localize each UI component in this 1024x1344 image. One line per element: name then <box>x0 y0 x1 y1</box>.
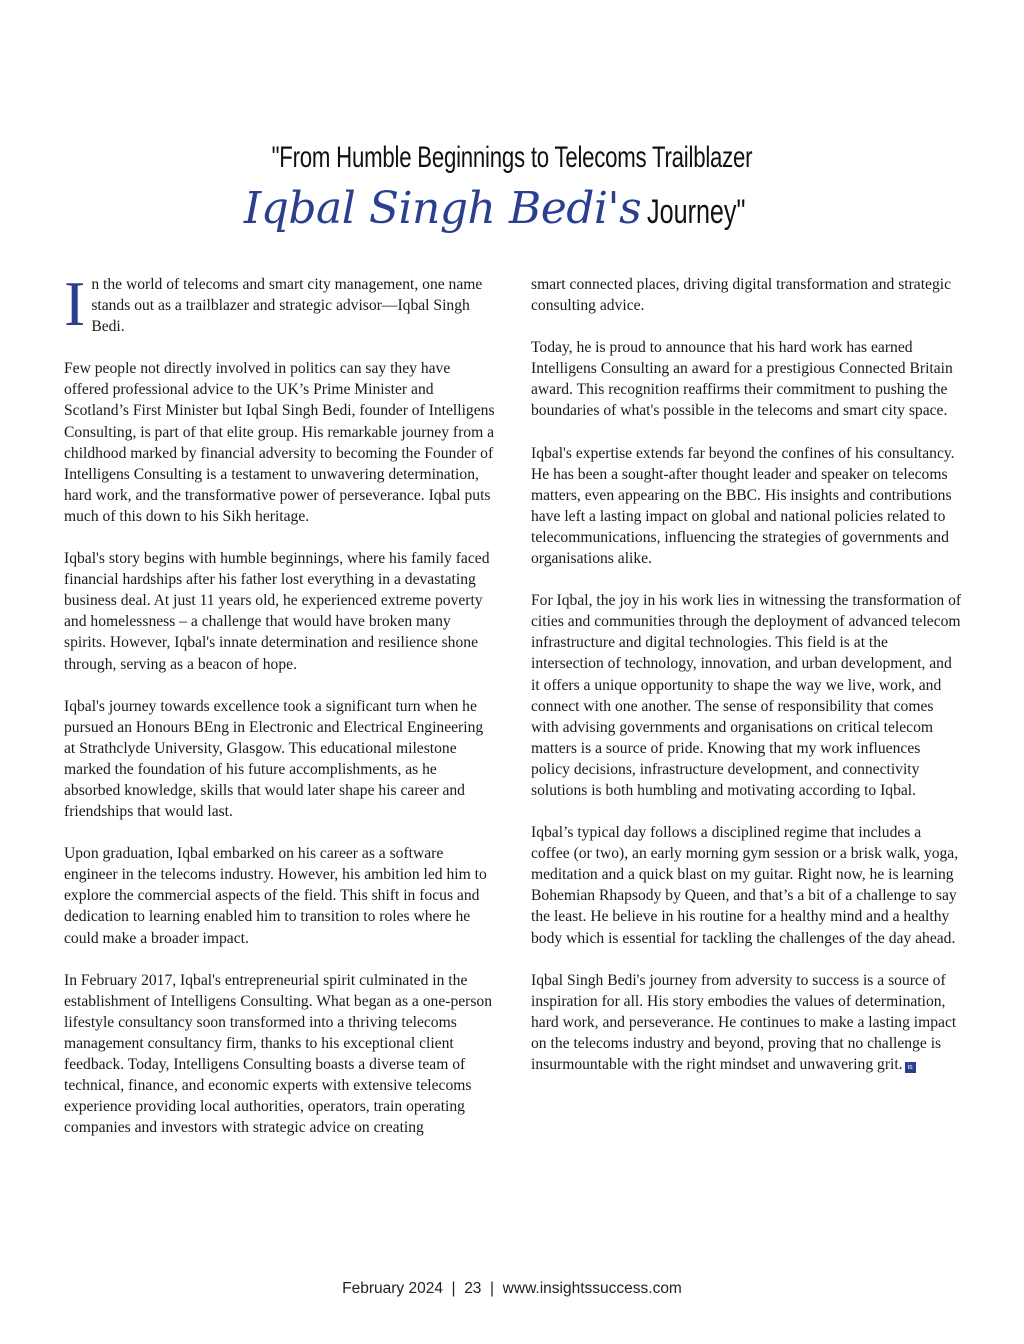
paragraph: Iqbal's journey towards excellence took a significant turn when he pursued an Honours BEng in Electronic and Electrical Engineering at Strathclyde University, Glasgow. This educational milestone marked the foundation of his future accomplishments, as he absorbed knowledge, skills that would later shape his career and friendships that would last. <box>64 697 484 821</box>
paragraph: Few people not directly involved in politics can say they have offered professional advice to the UK’s Prime Minister and Scotland’s First Minister but Iqbal Singh Bedi, founder of Intelligens Consulting, is part of that elite group. His remarkable journey from a childhood marked by financial adversity to becoming the Founder of Intelligens Consulting is a testament to unwavering determination, hard work, and the transformative power of perseverance. Iqbal puts much of this down to his Sikh heritage. <box>64 360 495 525</box>
headline-line-2 <box>0 180 1024 248</box>
paragraph <box>531 970 963 1075</box>
paragraph: smart connected places, driving digital transformation and strategic consulting advice. <box>531 276 952 315</box>
paragraph: Iqbal's expertise extends far beyond the confines of his consultancy. He has been a sought-after thought leader and speaker on telecoms matters, even appearing on the BBC. His insights and contributions have left a lasting impact on global and national policies related to telecommunications, influencing the strategies of governments and organisations alike. <box>531 444 955 568</box>
paragraph-text: n the world of telecoms and smart city management, one name stands out as a trailblazer and strategic advisor—Iqbal Singh Bedi. <box>91 276 483 336</box>
page-footer: February 2024 | 23 | www.insightssuccess.com <box>342 1280 682 1297</box>
headline-end: Journey" <box>647 193 746 231</box>
headline-name: Iqbal Singh Bedi's <box>243 183 642 234</box>
paragraph-text: Iqbal Singh Bedi's journey from adversity to success is a source of inspiration for all. His story embodies the values of determination, hard work, and perseverance. He continues to make a lasting impact on the telecoms industry and beyond, proving that no challenge is insurmountable with the right mindset and unwavering grit. <box>531 971 957 1073</box>
paragraph: Iqbal's story begins with humble beginnings, where his family faced financial hardships after his father lost everything in a devastating business deal. At just 11 years old, he experienced extreme poverty and homelessness – a challenge that would have broken many spirits. However, Iqbal's innate determination and resilience shone through, serving as a beacon of hope. <box>64 550 490 673</box>
end-of-article-mark-icon: is <box>905 1062 916 1073</box>
article-column-left <box>64 268 496 1159</box>
headline-line-1: "From Humble Beginnings to Telecoms Trailblazer <box>271 141 753 174</box>
paragraph <box>64 268 496 339</box>
paragraph: For Iqbal, the joy in his work lies in witnessing the transformation of cities and communities through the deployment of advanced telecom infrastructure and digital technologies. This field is at the intersection of technology, innovation, and urban development, and it offers a unique opportunity to shape the way we live, work, and connect with one another. The sense of responsibility that comes with advising governments and organisations on critical telecom matters is a source of pride. Knowing that my work influences policy decisions, infrastructure development, and connectivity solutions is both humbling and motivating according to Iqbal. <box>531 592 962 799</box>
paragraph: Iqbal’s typical day follows a disciplined regime that includes a coffee (or two), an early morning gym session or a brisk walk, yoga, meditation and a quick blast on my guitar. Right now, he is learning Bohemian Rhapsody by Queen, and that’s a bit of a challenge to say the least. He believe in his routine for a healthy mind and a healthy body which is essential for tackling the challenges of the day ahead. <box>531 824 959 947</box>
article-column-right <box>531 274 963 1096</box>
paragraph: Upon graduation, Iqbal embarked on his career as a software engineer in the telecoms industry. However, his ambition led him to explore the commercial aspects of the field. This shift in focus and dedication to learning enabled him to transition to roles where he could make a broader impact. <box>64 845 487 947</box>
paragraph: In February 2017, Iqbal's entrepreneurial spirit culminated in the establishment of Intelligens Consulting. What began as a one-person lifestyle consultancy soon transformed into a thriving telecoms management consultancy firm, thanks to his exceptional client feedback. Today, Intelligens Consulting boasts a diverse team of technical, finance, and economic experts with extensive telecoms experience providing local authorities, operators, train operating companies and investors with strategic advice on creating <box>64 971 493 1137</box>
paragraph: Today, he is proud to announce that his hard work has earned Intelligens Consulting an award for a prestigious Connected Britain award. This recognition reaffirms their commitment to pushing the boundaries of what's possible in the telecoms and smart city space. <box>531 339 953 420</box>
article-headline <box>0 138 1024 248</box>
drop-cap: I <box>64 268 86 339</box>
